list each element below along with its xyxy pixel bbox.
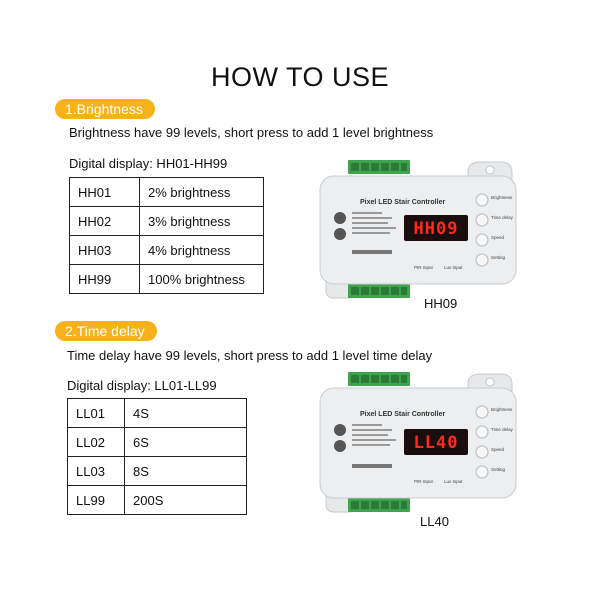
pir-input-label: PIR Input — [414, 265, 433, 270]
time-delay-description: Time delay have 99 levels, short press to add 1 level time delay — [67, 348, 433, 363]
button-label-setting: Setting — [491, 255, 506, 260]
table-cell-value: 3% brightness — [140, 207, 264, 236]
page-title: HOW TO USE — [210, 62, 390, 92]
table-cell-code: HH99 — [70, 265, 140, 294]
table-cell-code: LL01 — [68, 399, 125, 428]
brightness-display-range: Digital display: HH01-HH99 — [69, 156, 228, 171]
table-row — [70, 236, 264, 265]
button-label-brightness: Brightness — [491, 195, 513, 200]
led-display-readout: HH09 — [413, 219, 459, 239]
button-label-speed: Speed — [491, 447, 505, 452]
table-cell-value: 8S — [125, 457, 247, 486]
table-cell-value: 4% brightness — [140, 236, 264, 265]
device-caption-ll40: LL40 — [420, 514, 449, 529]
device-caption-hh09: HH09 — [424, 296, 458, 311]
table-row — [70, 265, 264, 294]
brightness-table — [69, 177, 264, 294]
controller-device-image — [318, 160, 528, 300]
device-name: Pixel LED Stair Controller — [360, 199, 446, 206]
time-delay-table — [67, 398, 247, 515]
time-delay-display-range: Digital display: LL01-LL99 — [67, 378, 217, 393]
table-row — [70, 207, 264, 236]
table-cell-code: HH01 — [70, 178, 140, 207]
table-cell-value: 6S — [125, 428, 247, 457]
table-cell-code: HH03 — [70, 236, 140, 265]
table-cell-value: 200S — [125, 486, 247, 515]
brightness-badge: 1.Brightness — [55, 99, 155, 119]
table-cell-value: 2% brightness — [140, 178, 264, 207]
button-label-speed: Speed — [491, 235, 505, 240]
led-display-readout: LL40 — [413, 433, 459, 453]
button-label-time-delay: Time delay — [491, 215, 513, 220]
table-cell-value: 100% brightness — [140, 265, 264, 294]
time-delay-badge: 2.Time delay — [55, 321, 157, 341]
lux-input-label: Lux Input — [444, 479, 463, 484]
button-label-setting: Setting — [491, 467, 506, 472]
table-cell-code: LL02 — [68, 428, 125, 457]
button-label-brightness: Brightness — [491, 407, 513, 412]
table-cell-code: LL99 — [68, 486, 125, 515]
button-label-time-delay: Time delay — [491, 427, 513, 432]
table-cell-value: 4S — [125, 399, 247, 428]
table-row — [68, 457, 247, 486]
brightness-description: Brightness have 99 levels, short press to add 1 level brightness — [69, 125, 434, 140]
table-cell-code: LL03 — [68, 457, 125, 486]
table-row — [68, 399, 247, 428]
pir-input-label: PIR Input — [414, 479, 433, 484]
device-name: Pixel LED Stair Controller — [360, 411, 446, 418]
table-row — [68, 486, 247, 515]
table-cell-code: HH02 — [70, 207, 140, 236]
table-row — [68, 428, 247, 457]
controller-device-image — [318, 372, 528, 514]
lux-input-label: Lux Input — [444, 265, 463, 270]
table-row — [70, 178, 264, 207]
